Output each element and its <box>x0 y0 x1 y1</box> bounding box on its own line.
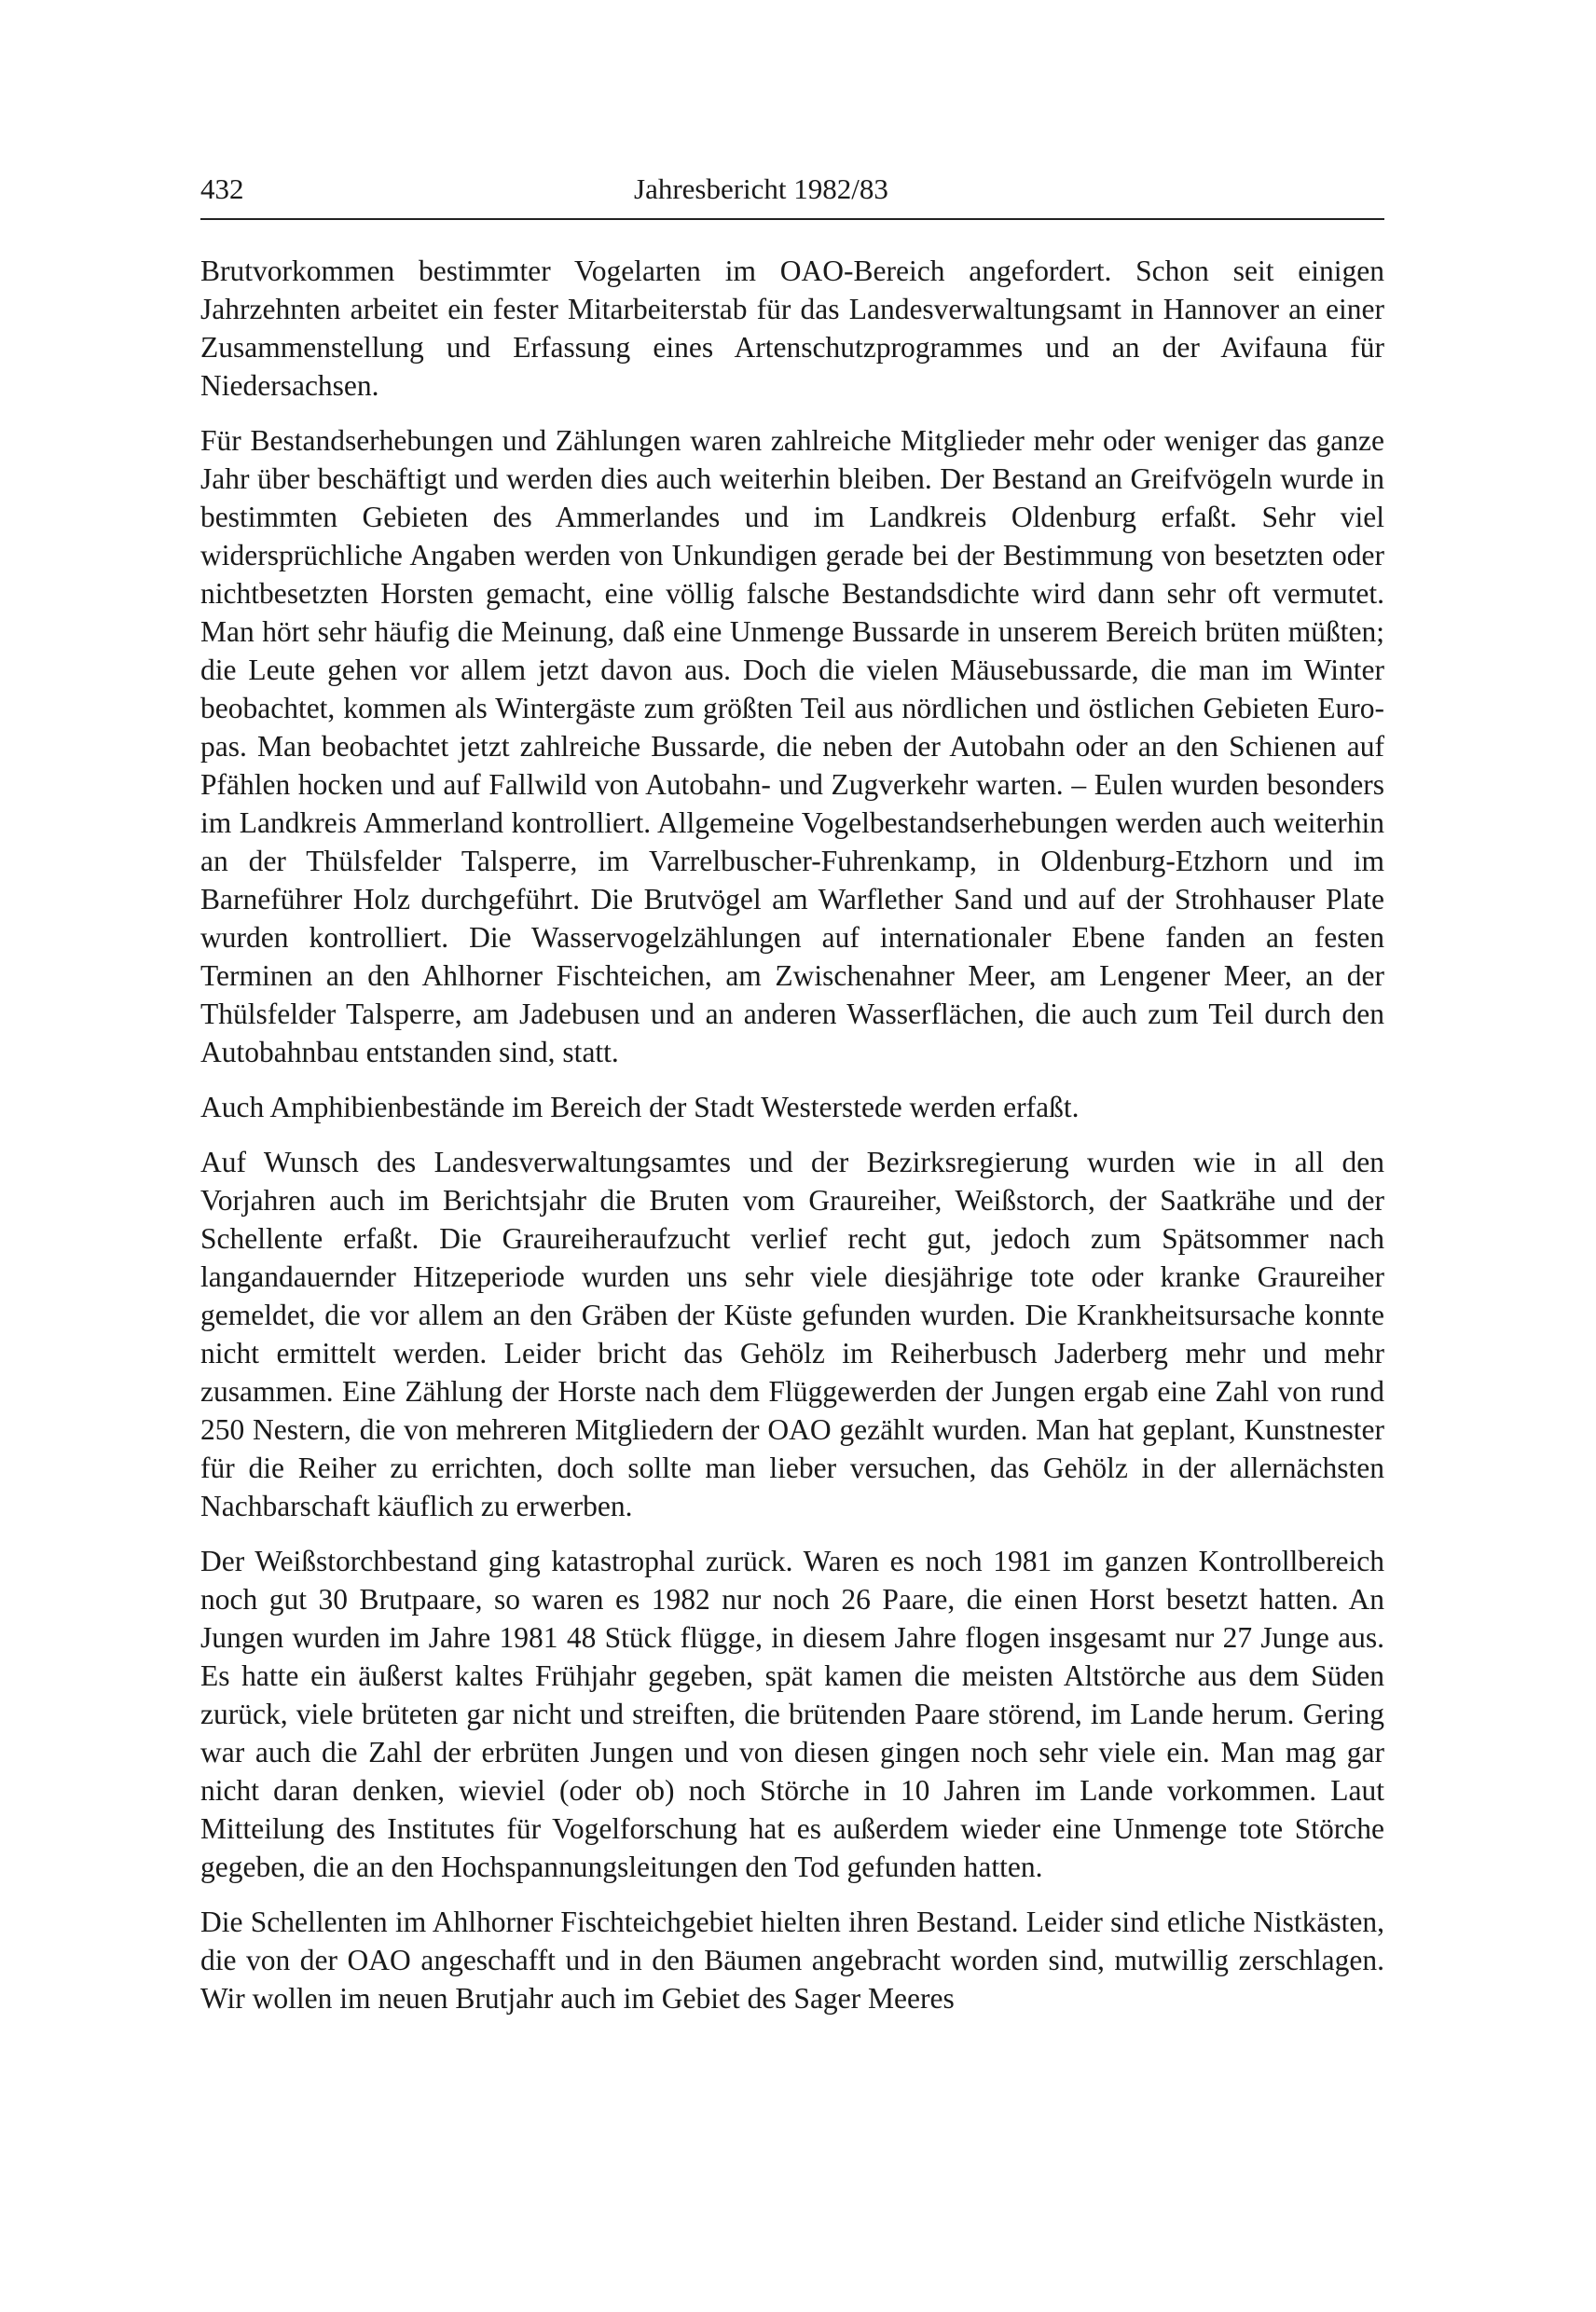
header-rule <box>200 218 1384 220</box>
page-number: 432 <box>200 172 244 205</box>
paragraph-schellenten: Die Schellenten im Ahlhorner Fischteichgebiet hielten ihren Bestand. Leider sind etliche Nistkästen, die von der OAO angeschafft und in den Bäumen angebracht worden sind, mutwillig zerschlagen. Wir wollen im neuen Brutjahr auch im Gebiet des Sager Meeres <box>200 1906 1384 2015</box>
running-head <box>200 166 1384 213</box>
paragraph-weissstorch: Der Weißstorchbestand ging katastrophal zurück. Waren es noch 1981 im ganzen Kontrollbereich noch gut 30 Brutpaare, so waren es 1982 nur noch 26 Paare, die einen Horst besetzt hatten. An Jungen wurden im Jahre 1981 48 Stück flügge, in diesem Jahre flogen insgesamt nur 27 Junge aus. Es hatte ein äußerst kaltes Frühjahr gegeben, spät kamen die meisten Altstörche aus dem Süden zurück, viele brüteten gar nicht und streiften, die brütenden Paare störend, im Lande herum. Gering war auch die Zahl der erbrüten Jungen und von diesen gingen noch sehr viele ein. Man mag gar nicht daran denken, wieviel (oder ob) noch Störche in 10 Jahren im Lande vorkommen. Laut Mitteilung des Institutes für Vogelforschung hat es außerdem wieder eine Unmenge tote Störche gegeben, die an den Hochspannungsleitungen den Tod gefunden hatten. <box>200 1545 1384 1883</box>
body-text <box>200 252 1384 2034</box>
paragraph-amphibien: Auch Amphibienbestände im Bereich der Stadt Westerstede werden erfaßt. <box>200 1091 1080 1123</box>
paragraph-graureiher: Auf Wunsch des Landesverwaltungsamtes und der Bezirksregierung wurden wie in all den Vorjahren auch im Berichtsjahr die Bruten vom Graureiher, Weißstorch, der Saatkrähe und der Schellente erfaßt. Die Graureiheraufzucht verlief recht gut, jedoch zum Spätsommer nach langandauernder Hitzeperiode wurden uns sehr viele diesjährige tote oder kranke Graureiher gemeldet, die vor allem an den Gräben der Küste gefunden wurden. Die Krankheitsursache konnte nicht ermittelt werden. Leider bricht das Gehölz im Reiherbusch Jaderberg mehr und mehr zusammen. Eine Zählung der Horste nach dem Flüggewerden der Jungen ergab eine Zahl von rund 250 Nestern, die von mehreren Mitgliedern der OAO gezählt wurden. Man hat geplant, Kunstnester für die Reiher zu errichten, doch sollte man lieber versuchen, das Gehölz in der allernächsten Nachbarschaft käuflich zu erwerben. <box>200 1146 1384 1522</box>
paragraph-bestandserhebungen: Für Bestandserhebungen und Zählungen waren zahlreiche Mitglieder mehr oder weniger das ganze Jahr über beschäftigt und werden dies auch weiterhin bleiben. Der Bestand an Greifvögeln wurde in bestimmten Gebieten des Ammerlandes und im Landkreis Oldenburg erfaßt. Sehr viel widersprüchliche Angaben werden von Unkundigen gerade bei der Bestimmung von besetzten oder nichtbesetzten Horsten gemacht, eine völlig falsche Bestandsdichte wird dann sehr oft vermutet. Man hört sehr häufig die Meinung, daß eine Unmenge Bussarde in unserem Bereich brüten müßten; die Leute gehen vor allem jetzt davon aus. Doch die vielen Mäusebussarde, die man im Winter beobachtet, kommen als Wintergäste zum größten Teil aus nördlichen und östlichen Gebieten Europas. Man beobachtet jetzt zahlreiche Bussarde, die neben der Autobahn oder an den Schienen auf Pfählen hocken und auf Fallwild von Autobahn- und Zugverkehr warten. – Eulen wurden besonders im Landkreis Ammerland kontrolliert. Allgemeine Vogelbestandserhebungen werden auch weiterhin an der Thülsfelder Talsperre, im Varrelbuscher-Fuhrenkamp, in Oldenburg-Etzhorn und im Barneführer Holz durchgeführt. Die Brutvögel am Warflether Sand und auf der Strohhauser Plate wurden kontrolliert. Die Wasservogelzählungen auf internationaler Ebene fanden an festen Terminen an den Ahlhorner Fischteichen, am Zwischenahner Meer, am Lengener Meer, an der Thülsfelder Talsperre, am Jadebusen und an anderen Wasserflächen, die auch zum Teil durch den Autobahnbau entstanden sind, statt. <box>200 424 1384 1068</box>
running-title: Jahresbericht 1982/83 <box>634 172 888 205</box>
paragraph-brutvorkommen: Brutvorkommen bestimmter Vogelarten im OAO-Bereich angefordert. Schon seit einigen Jahrzehnten arbeitet ein fester Mitarbeiterstab für das Landesverwaltungsamt in Hannover an einer Zusammenstellung und Erfassung eines Artenschutzprogrammes und an der Avifauna für Niedersachsen. <box>200 255 1384 402</box>
